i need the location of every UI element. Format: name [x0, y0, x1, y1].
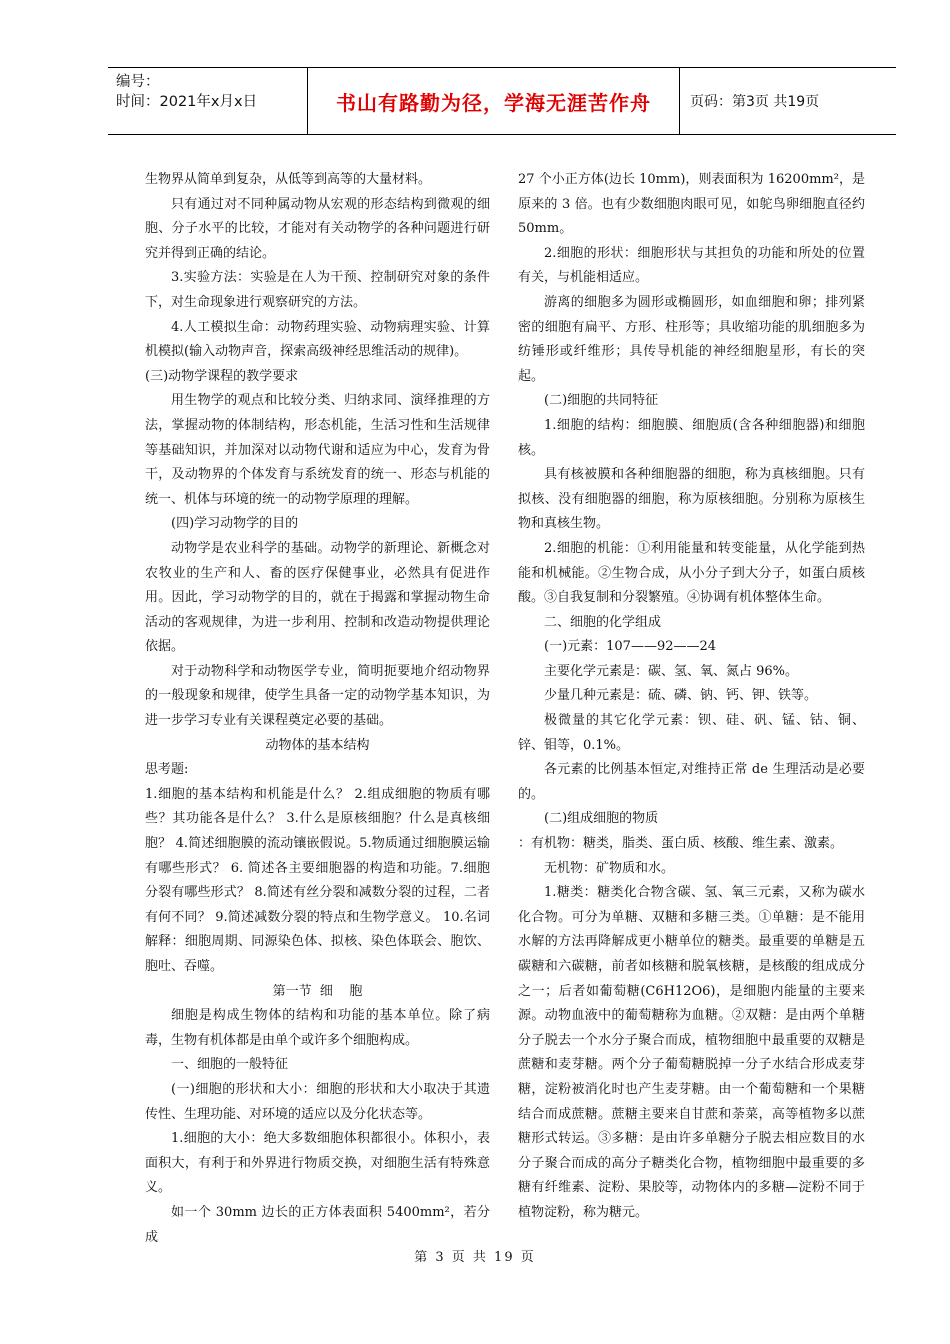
paragraph: 4.人工模拟生命：动物药理实验、动物病理实验、计算机模拟(输入动物声音，探索高级神经思维活动的规律)。 [145, 319, 490, 360]
paragraph: 27 个小正方体(边长 10mm)，则表面积为 16200mm²，是原来的 3 倍。也有少数细胞肉眼可见，如鸵鸟卵细胞直径约 50mm。 [518, 172, 865, 237]
section-heading: (二)细胞的共同特征 [544, 393, 659, 409]
header-motto: 书山有路勤为径，学海无涯苦作舟 [308, 68, 680, 134]
paragraph: 具有核被膜和各种细胞器的细胞，称为真核细胞。只有拟核、没有细胞器的细胞，称为原核细胞。分别称为原核生物和真核生物。 [518, 467, 865, 532]
paragraph: 少量几种元素是：硫、磷、钠、钙、钾、铁等。 [544, 688, 818, 704]
paragraph: 1.细胞的大小：绝大多数细胞体积都很小。体积小，表面积大，有利于和外界进行物质交换，对细胞生活有特殊意义。 [145, 1131, 490, 1196]
paragraph: 2.细胞的形状：细胞形状与其担负的功能和所处的位置有关，与机能相适应。 [518, 245, 865, 286]
paragraph: 1.细胞的结构：细胞膜、细胞质(含各种细胞器)和细胞核。 [518, 417, 865, 458]
paragraph: 极微量的其它化学元素：钡、硅、矾、锰、钴、铜、锌、钼等，0.1%。 [518, 713, 865, 753]
page-footer: 第 3 页 共 19 页 [414, 1250, 536, 1265]
section-heading: 二、细胞的化学组成 [544, 614, 662, 630]
section-title: 第一节 细 胞 [272, 983, 363, 999]
header-meta [108, 68, 308, 134]
section-heading: (四)学习动物学的目的 [171, 516, 299, 532]
left-column [145, 168, 490, 1250]
paragraph: 生物界从简单到复杂，从低等到高等的大量材料。 [145, 172, 432, 187]
paragraph: 3.实验方法：实验是在人为干预、控制研究对象的条件下，对生命现象进行观察研究的方法。 [145, 270, 490, 310]
paragraph: 对于动物科学和动物医学专业，简明扼要地介绍动物界的一般现象和规律，使学生具备一定的动物学基本知识，为进一步学习专业有关课程奠定必要的基础。 [145, 663, 490, 729]
paragraph: ：有机物：糖类，脂类、蛋白质、核酸、维生素、激素。 [518, 836, 844, 852]
paragraph: 动物学是农业科学的基础。动物学的新理论、新概念对农牧业的生产和人、畜的医疗保健事业，必然具有促进作用。因此，学习动物学的目的，就在于揭露和掌握动物生命活动的客观规律，为进一步利用、控制和改造动物提供理论依据。 [145, 540, 490, 655]
paragraph: 用生物学的观点和比较分类、归纳求同、演绎推理的方法，掌握动物的体制结构，形态机能，生活习性和生活规律等基础知识，并加深对以动物代谢和适应为中心，发育为骨干，及动物界的个体发育与系统发育的统一、形态与机能的统一、机体与环境的统一的动物学原理的理解。 [145, 393, 490, 507]
paragraph: 细胞是构成生物体的结构和功能的基本单位。除了病毒，生物有机体都是由单个或许多个细胞构成。 [145, 1008, 490, 1048]
paragraph: 游离的细胞多为圆形或椭圆形，如血细胞和卵；排列紧密的细胞有扁平、方形、柱形等；具收缩功能的肌细胞多为纺锤形或纤维形；具传导机能的神经细胞星形，有长的突起。 [518, 294, 865, 384]
section-heading: (三)动物学课程的教学要求 [145, 368, 299, 384]
paragraph: 各元素的比例基本恒定,对维持正常 de 生理活动是必要的。 [518, 762, 865, 802]
questions-label: 思考题: [145, 762, 189, 778]
paragraph: 2.细胞的机能：①利用能量和转变能量，从化学能到热能和机械能。②生物合成，从小分子到大分子，如蛋白质核酸。③自我复制和分裂繁殖。④协调有机体整体生命。 [518, 540, 865, 606]
paragraph: 主要化学元素是：碳、氢、氧、氮占 96%。 [544, 663, 799, 679]
code-label: 编号： [116, 74, 160, 90]
chapter-title: 动物体的基本结构 [265, 737, 370, 753]
paragraph: 1.糖类：糖类化合物含碳、氢、氧三元素，又称为碳水化合物。可分为单糖、双糖和多糖三类。①单糖：是不能用水解的方法再降解成更小糖单位的糖类。最重要的单糖是五碳糖和六碳糖，前者如核糖和脱氧核糖，是核酸的组成成分之一；后者如葡萄糖(C6H12O6)，是细胞内能量的主要来源。动物血液中的葡萄糖称为血糖。②双糖：是由两个单糖分子脱去一个水分子聚合而成，植物细胞中最重要的双糖是蔗糖和麦芽糖。两个分子葡萄糖脱掉一分子水结合形成麦芽糖，淀粉被消化时也产生麦芽糖。由一个葡萄糖和一个果糖结合而成蔗糖。蔗糖主要来自甘蔗和荼菜，高等植物多以蔗糖形式转运。③多糖：是由许多单糖分子脱去相应数目的水分子聚合而成的高分子糖类化合物，植物细胞中最重要的多糖有纤维素、淀粉、果胶等，动物体内的多糖—淀粉不同于植物淀粉，称为糖元。 [518, 885, 865, 1220]
time-label: 时间：2021年x月x日 [116, 94, 258, 110]
paragraph: (一)元素：107——92——24 [544, 639, 717, 655]
section-heading: (二)组成细胞的物质 [544, 811, 659, 827]
section-heading: 一、细胞的一般特征 [171, 1057, 289, 1073]
header-page-number: 页码：第3页 共19页 [690, 94, 820, 110]
paragraph: 如一个 30mm 边长的正方体表面积 5400mm²，若分成 [145, 1204, 490, 1245]
questions-list: 1.细胞的基本结构和机能是什么？ 2.组成细胞的物质有哪些？其功能各是什么？ 3.什么是原核细胞？什么是真核细胞？ 4.简述细胞膜的流动镶嵌假说。5.物质通过细胞膜运输有哪些形式？ 6. 简述各主要细胞器的构造和功能。7.细胞分裂有哪些形式？ 8.简述有丝分裂和减数分裂的过程，二者有何不同？ 9.简述减数分裂的特点和生物学意义。 10.名词解释：细胞周期、同源染色体、拟核、染色体联会、胞饮、胞吐、吞噬。 [145, 786, 490, 974]
paragraph: 只有通过对不同种属动物从宏观的形态结构到微观的细胞、分子水平的比较，才能对有关动物学的各种问题进行研究并得到正确的结论。 [145, 196, 490, 261]
paragraph: (一)细胞的形状和大小：细胞的形状和大小取决于其遗传性、生理功能、对环境的适应以及分化状态等。 [145, 1081, 490, 1122]
right-column [518, 168, 865, 1226]
paragraph: 无机物：矿物质和水。 [544, 860, 675, 876]
page-header [108, 67, 896, 135]
